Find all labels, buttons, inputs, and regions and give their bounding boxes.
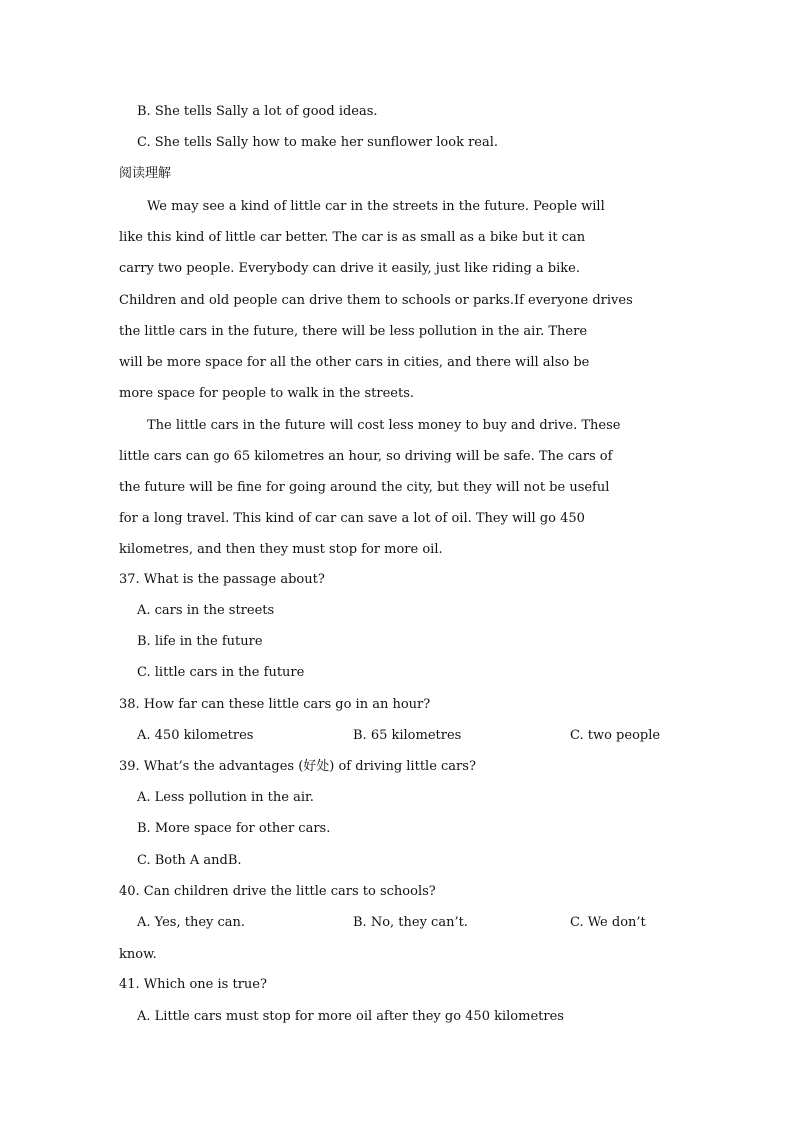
question-40-stem: 40. Can children drive the little cars to schools? <box>119 884 436 899</box>
question-37-stem: 37. What is the passage about? <box>119 572 325 587</box>
question-38-option-a: A. 450 kilometres <box>137 728 254 743</box>
prev-option-b: B. She tells Sally a lot of good ideas. <box>137 104 378 119</box>
question-37-option-b: B. life in the future <box>137 634 263 649</box>
passage-p2-line: the future will be fine for going around the city, but they will not be useful <box>119 480 610 495</box>
passage-p2-line: little cars can go 65 kilometres an hour, so driving will be safe. The cars of <box>119 449 613 464</box>
question-39-stem: 39. What’s the advantages (好处) of driving little cars? <box>119 759 476 774</box>
question-40-option-c-continued: know. <box>119 947 157 962</box>
question-40-option-c: C. We don’t <box>570 915 646 930</box>
question-39-option-c: C. Both A andB. <box>137 853 242 868</box>
passage-p1-line: carry two people. Everybody can drive it easily, just like riding a bike. <box>119 261 580 276</box>
question-39-option-b: B. More space for other cars. <box>137 821 331 836</box>
passage-p2-line: for a long travel. This kind of car can save a lot of oil. They will go 450 <box>119 511 585 526</box>
question-37-option-c: C. little cars in the future <box>137 665 305 680</box>
passage-p1-line: the little cars in the future, there will be less pollution in the air. There <box>119 324 588 339</box>
question-41-option-a: A. Little cars must stop for more oil after they go 450 kilometres <box>137 1009 564 1024</box>
question-38-option-c: C. two people <box>570 728 661 743</box>
section-heading: 阅读理解 <box>119 166 172 181</box>
passage-p2-line: The little cars in the future will cost less money to buy and drive. These <box>147 418 621 433</box>
question-38-option-b: B. 65 kilometres <box>353 728 462 743</box>
passage-p1-line: Children and old people can drive them to schools or parks.If everyone drives <box>119 293 633 308</box>
passage-p1-line: will be more space for all the other cars in cities, and there will also be <box>119 355 590 370</box>
passage-p1-line: like this kind of little car better. The car is as small as a bike but it can <box>119 230 586 245</box>
question-39-option-a: A. Less pollution in the air. <box>137 790 314 805</box>
prev-option-c: C. She tells Sally how to make her sunflower look real. <box>137 135 499 150</box>
question-40-option-a: A. Yes, they can. <box>137 915 246 930</box>
question-37-option-a: A. cars in the streets <box>137 603 275 618</box>
question-40-option-b: B. No, they can’t. <box>353 915 468 930</box>
passage-p1-line: more space for people to walk in the streets. <box>119 386 415 401</box>
question-41-stem: 41. Which one is true? <box>119 977 267 992</box>
passage-p2-line: kilometres, and then they must stop for more oil. <box>119 542 443 557</box>
passage-p1-line: We may see a kind of little car in the streets in the future. People will <box>147 199 605 214</box>
question-38-stem: 38. How far can these little cars go in an hour? <box>119 697 431 712</box>
